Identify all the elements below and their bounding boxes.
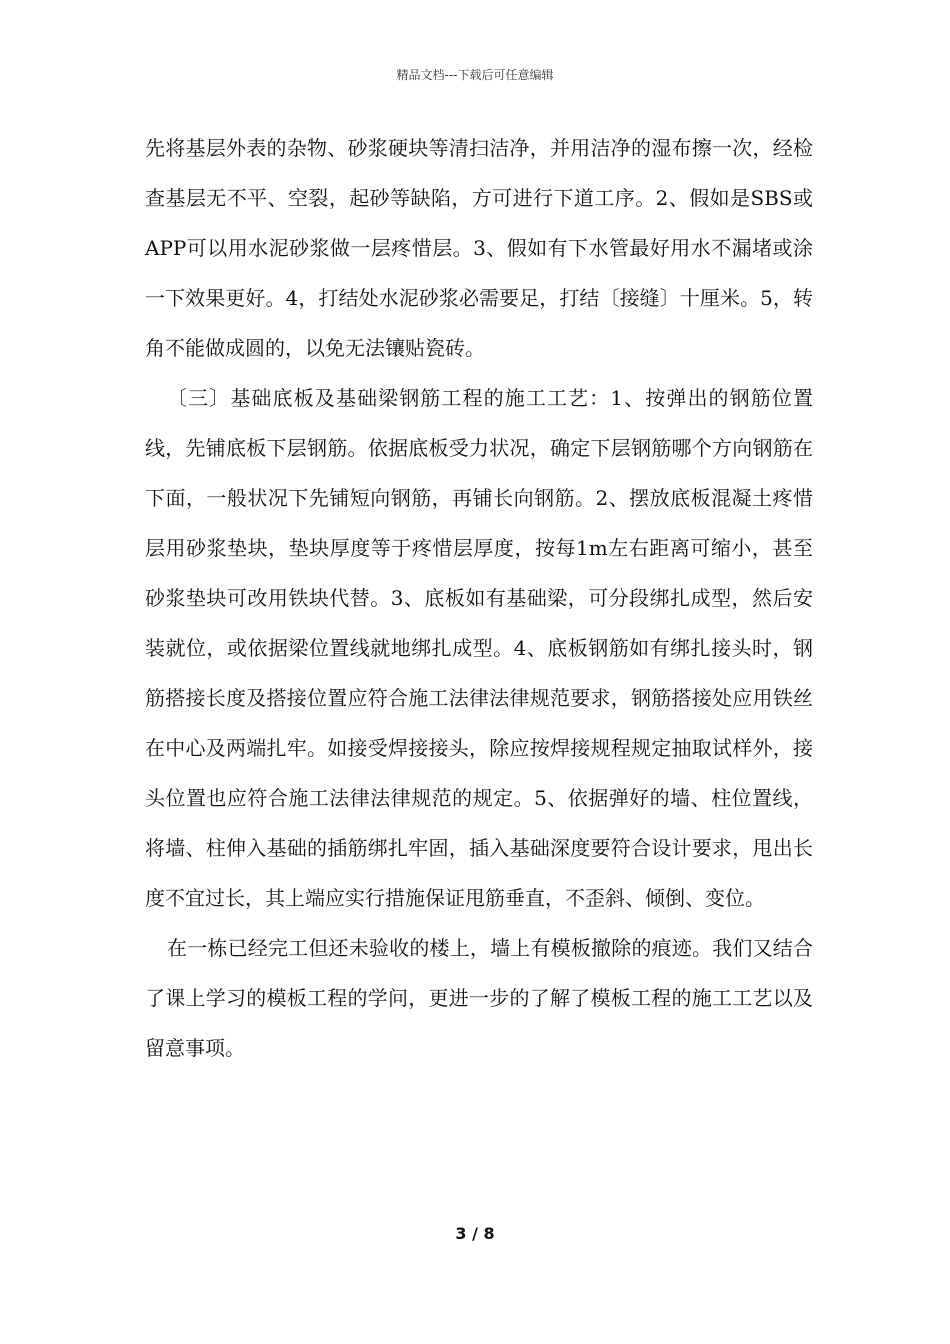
paragraph-3: 在一栋已经完工但还未验收的楼上，墙上有模板撤除的痕迹。我们又结合了课上学习的模板工程的学问，更进一步的了解了模板工程的施工工艺以及留意事项。 — [145, 936, 813, 1060]
paragraph-2: 〔三〕基础底板及基础梁钢筋工程的施工工艺：1、按弹出的钢筋位置线，先铺底板下层钢筋。依据底板受力状况，确定下层钢筋哪个方向钢筋在下面，一般状况下先铺短向钢筋，再铺长向钢筋。2、摆放底板混凝土疼惜层用砂浆垫块，垫块厚度等于疼惜层厚度，按每1m左右距离可缩小，甚至砂浆垫块可改用铁块代替。3、底板如有基础梁，可分段绑扎成型，然后安装就位，或依据梁位置线就地绑扎成型。4、底板钢筋如有绑扎接头时，钢筋搭接长度及搭接位置应符合施工法律法律规范要求，钢筋搭接处应用铁丝在中心及两端扎牢。如接受焊接接头，除应按焊接规程规定抽取试样外，接头位置也应符合施工法律法律规范的规定。5、依据弹好的墙、柱位置线，将墙、柱伸入基础的插筋绑扎牢固，插入基础深度要符合设计要求，甩出长度不宜过长，其上端应实行措施保证甩筋垂直，不歪斜、倾倒、变位。 — [145, 386, 813, 910]
page-header: 精品文档---下载后可任意编辑 — [396, 68, 554, 82]
page-number: 3 / 8 — [455, 1224, 495, 1243]
document-body — [145, 123, 813, 1073]
paragraph-1: 先将基层外表的杂物、砂浆硬块等清扫洁净，并用洁净的湿布擦一次，经检查基层无不平、空裂，起砂等缺陷，方可进行下道工序。2、假如是SBS或APP可以用水泥砂浆做一层疼惜层。3、假如有下水管最好用水不漏堵或涂一下效果更好。4，打结处水泥砂浆必需要足，打结〔接缝〕十厘米。5，转角不能做成圆的，以免无法镶贴瓷砖。 — [145, 136, 813, 360]
